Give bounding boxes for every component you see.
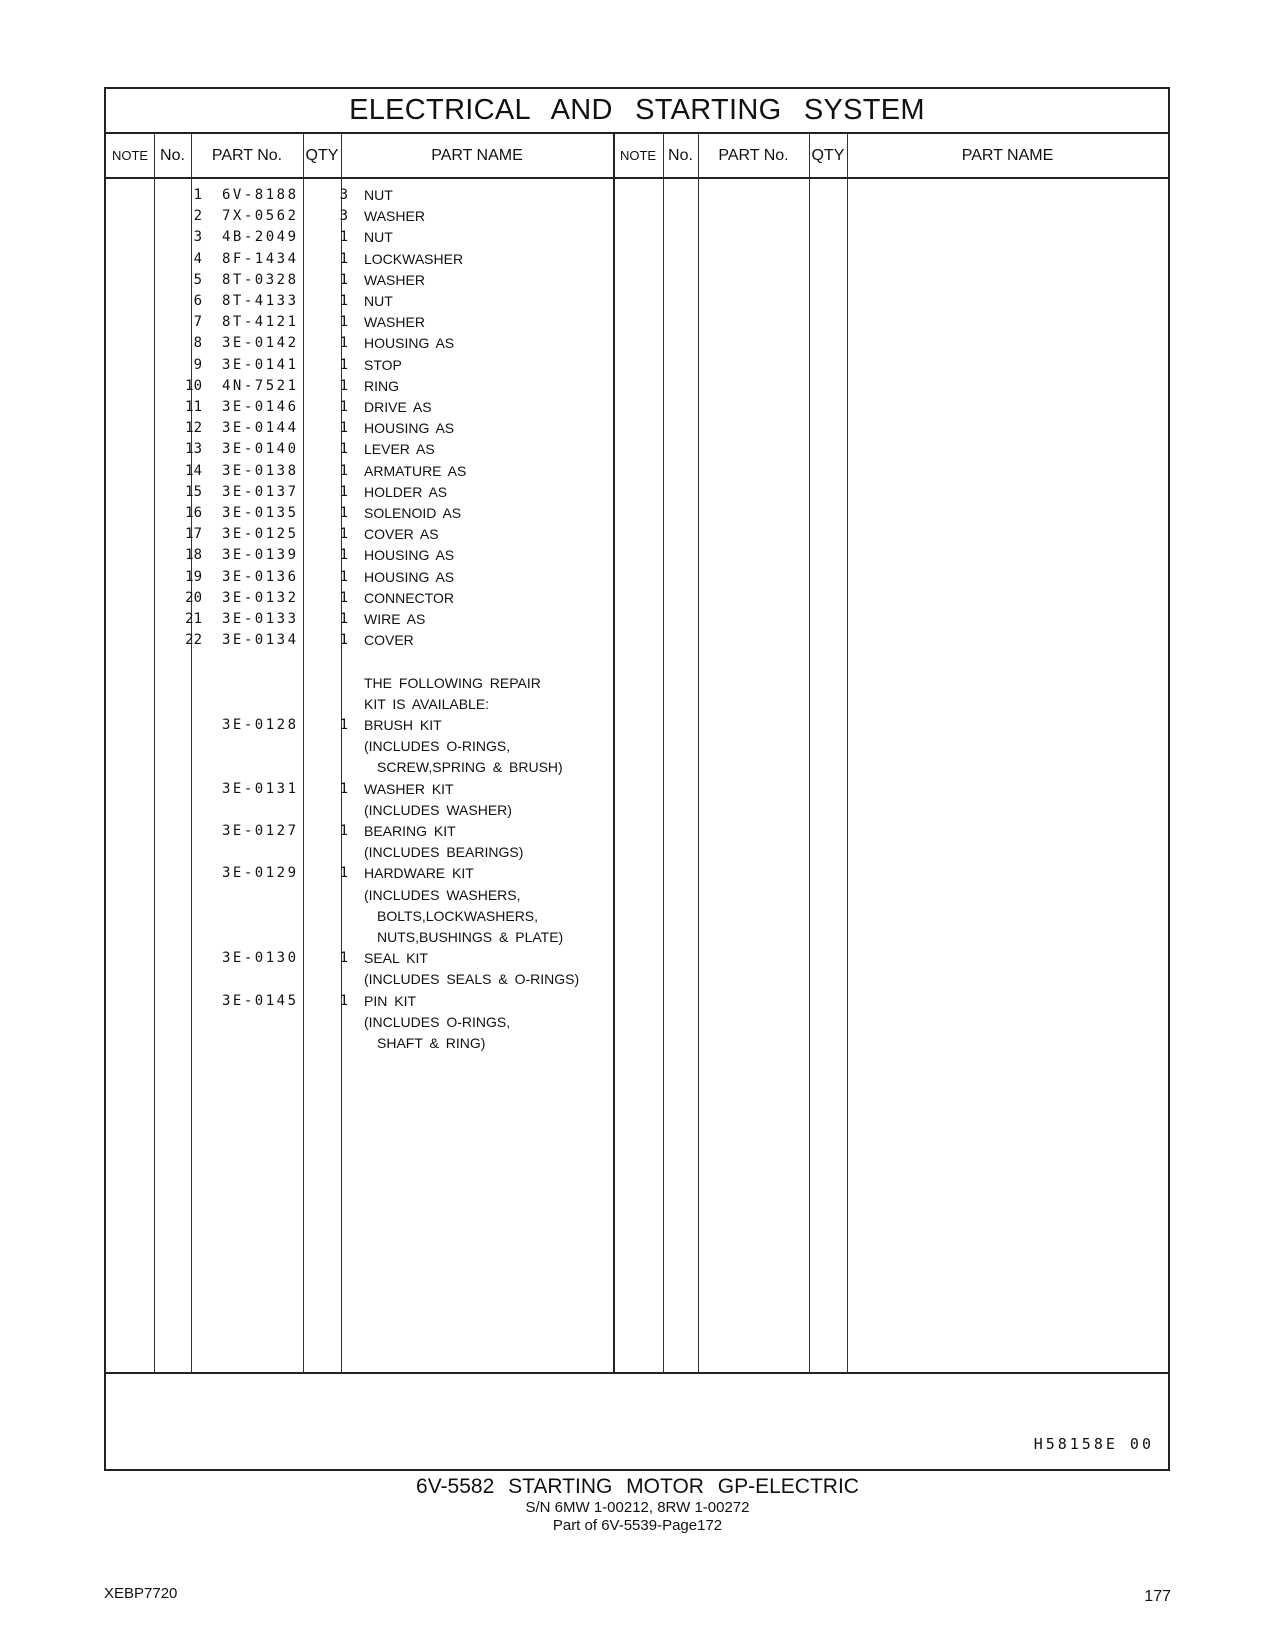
caption-serial: S/N 6MW 1-00212, 8RW 1-00272: [525, 1499, 750, 1516]
quantity: 1: [339, 547, 348, 564]
header-qty-right: QTY: [811, 146, 845, 164]
part-name: SOLENOID AS: [364, 505, 462, 521]
kit-description-line: [106, 802, 613, 822]
quantity: 1: [339, 377, 348, 394]
table-row: [106, 251, 613, 271]
kit-description: BOLTS,LOCKWASHERS,: [377, 907, 539, 924]
part-number: 3E-0142: [222, 335, 299, 352]
header-no-left: No.: [160, 146, 185, 164]
kit-row: [106, 823, 613, 843]
item-number: 3: [193, 229, 202, 246]
kit-name: SEAL KIT: [364, 950, 428, 967]
part-number: 4B-2049: [222, 229, 299, 246]
kit-part-number: 3E-0131: [222, 780, 299, 797]
kit-row: [106, 993, 613, 1013]
part-name: WASHER: [364, 271, 425, 288]
quantity: 1: [339, 399, 348, 415]
kit-description-line: [106, 738, 613, 758]
item-number: 18: [185, 547, 202, 564]
part-name: LOCKWASHER: [364, 250, 464, 267]
kit-notice-text: KIT IS AVAILABLE:: [364, 695, 490, 712]
kit-name: PIN KIT: [364, 992, 417, 1009]
kit-description: (INCLUDES WASHERS,: [364, 886, 521, 903]
item-number: 13: [185, 441, 202, 458]
part-number: 4N-7521: [222, 377, 299, 394]
kit-description-line: [106, 971, 613, 991]
caption-title: 6V-5582 STARTING MOTOR GP-ELECTRIC: [416, 1475, 859, 1498]
table-row: [106, 611, 613, 631]
kit-description-line: [106, 887, 613, 907]
kit-part-number: 3E-0129: [222, 865, 299, 882]
item-number: 17: [185, 526, 202, 543]
kit-description: SCREW,SPRING & BRUSH): [377, 759, 563, 776]
part-number: 7X-0562: [222, 208, 299, 225]
kit-description-line: [106, 929, 613, 949]
part-number: 3E-0137: [222, 483, 299, 500]
kit-quantity: 1: [339, 865, 348, 882]
part-name: COVER: [364, 632, 414, 649]
column-divider: [698, 134, 699, 1372]
part-name: NUT: [364, 229, 393, 246]
kit-quantity: 1: [339, 780, 348, 797]
quantity: 3: [339, 187, 348, 203]
header-part-name-left: PART NAME: [431, 146, 523, 164]
column-divider: [663, 134, 664, 1372]
part-number: 6V-8188: [222, 187, 299, 203]
part-number: 8T-4121: [222, 314, 299, 331]
kit-quantity: 1: [339, 950, 348, 967]
kit-name: BEARING KIT: [364, 823, 456, 839]
quantity: 1: [339, 483, 348, 500]
table-row: [106, 632, 613, 652]
part-name: ARMATURE AS: [364, 462, 467, 479]
item-number: 16: [185, 505, 202, 521]
table-row: [106, 208, 613, 228]
part-name: STOP: [364, 356, 402, 373]
part-number: 8F-1434: [222, 250, 299, 267]
quantity: 1: [339, 335, 348, 352]
part-number: 3E-0125: [222, 526, 299, 543]
table-row: [106, 484, 613, 504]
kit-notice-text: THE FOLLOWING REPAIR: [364, 674, 541, 691]
item-number: 7: [193, 314, 202, 331]
table-row: [106, 590, 613, 610]
part-name: DRIVE AS: [364, 399, 432, 415]
table-row: [106, 420, 613, 440]
footer-divider: [106, 1372, 1168, 1374]
kit-row: [106, 781, 613, 801]
drawing-code: H58158E 00: [1033, 1435, 1154, 1453]
kit-description: SHAFT & RING): [377, 1035, 486, 1051]
table-row: [106, 187, 613, 207]
kit-part-number: 3E-0127: [222, 823, 299, 839]
kit-description: (INCLUDES WASHER): [364, 801, 512, 818]
table-row: [106, 272, 613, 292]
quantity: 1: [339, 611, 348, 627]
part-number: 3E-0132: [222, 589, 299, 606]
part-name: HOLDER AS: [364, 483, 448, 500]
table-row: [106, 293, 613, 313]
item-number: 4: [193, 250, 202, 267]
kit-description-line: [106, 908, 613, 928]
part-number: 3E-0144: [222, 420, 299, 437]
item-number: 12: [185, 420, 202, 437]
table-row: [106, 526, 613, 546]
header-note-left: NOTE: [111, 148, 149, 163]
part-name: NUT: [364, 187, 393, 203]
header-qty-left: QTY: [305, 146, 339, 164]
parts-table-frame: [104, 87, 1170, 1471]
part-number: 3E-0146: [222, 399, 299, 415]
kit-row: [106, 717, 613, 737]
part-number: 3E-0140: [222, 441, 299, 458]
kit-description: NUTS,BUSHINGS & PLATE): [377, 929, 564, 945]
part-name: WIRE AS: [364, 611, 426, 627]
quantity: 1: [339, 229, 348, 246]
part-number: 3E-0139: [222, 547, 299, 564]
header-no-right: No.: [668, 146, 693, 164]
part-name: COVER AS: [364, 526, 439, 543]
part-number: 3E-0138: [222, 462, 299, 479]
part-name: CONNECTOR: [364, 589, 454, 606]
part-name: HOUSING AS: [364, 335, 455, 352]
header-part-no-left: PART No.: [211, 146, 283, 164]
header-part-no-right: PART No.: [718, 146, 789, 164]
kit-part-number: 3E-0130: [222, 950, 299, 967]
kit-description-line: [106, 1035, 613, 1055]
item-number: 20: [185, 589, 202, 606]
item-number: 19: [185, 568, 202, 585]
part-number: 3E-0135: [222, 505, 299, 521]
quantity: 1: [339, 293, 348, 309]
part-name: HOUSING AS: [364, 547, 455, 564]
kit-description-line: [106, 1014, 613, 1034]
kit-part-number: 3E-0128: [222, 717, 299, 733]
quantity: 1: [339, 462, 348, 479]
item-number: 9: [193, 356, 202, 373]
part-name: RING: [364, 377, 399, 394]
part-number: 3E-0133: [222, 611, 299, 627]
kit-row: [106, 865, 613, 885]
part-name: NUT: [364, 293, 393, 309]
table-row: [106, 399, 613, 419]
quantity: 1: [339, 632, 348, 649]
kit-description-line: [106, 759, 613, 779]
kit-description: (INCLUDES O-RINGS,: [364, 738, 511, 755]
item-number: 14: [185, 462, 202, 479]
kit-name: HARDWARE KIT: [364, 865, 474, 882]
part-name: LEVER AS: [364, 441, 435, 458]
table-row: [106, 463, 613, 483]
part-number: 3E-0136: [222, 568, 299, 585]
kit-description: (INCLUDES O-RINGS,: [364, 1013, 511, 1030]
kit-description: (INCLUDES SEALS & O-RINGS): [364, 971, 580, 988]
part-name: WASHER: [364, 314, 425, 331]
table-row: [106, 505, 613, 525]
part-number: 8T-0328: [222, 271, 299, 288]
kit-description: (INCLUDES BEARINGS): [364, 844, 524, 861]
item-number: 21: [185, 611, 202, 627]
column-divider: [847, 134, 848, 1372]
quantity: 1: [339, 441, 348, 458]
part-name: HOUSING AS: [364, 420, 455, 437]
part-number: 3E-0141: [222, 356, 299, 373]
item-number: 6: [193, 293, 202, 309]
table-row: [106, 441, 613, 461]
quantity: 1: [339, 589, 348, 606]
table-row: [106, 335, 613, 355]
table-row: [106, 314, 613, 334]
quantity: 1: [339, 568, 348, 585]
title-row: [106, 89, 1168, 134]
part-number: 8T-4133: [222, 293, 299, 309]
kit-name: WASHER KIT: [364, 780, 454, 797]
table-row: [106, 378, 613, 398]
item-number: 8: [193, 335, 202, 352]
quantity: 1: [339, 271, 348, 288]
caption: [0, 1475, 1275, 1535]
quantity: 1: [339, 505, 348, 521]
item-number: 15: [185, 483, 202, 500]
table-row: [106, 569, 613, 589]
column-divider: [809, 134, 810, 1372]
item-number: 1: [193, 187, 202, 203]
part-name: HOUSING AS: [364, 568, 455, 585]
item-number: 10: [185, 377, 202, 394]
header-note-right: NOTE: [619, 148, 657, 163]
kit-notice-line: [106, 696, 613, 716]
document-code: XEBP7720: [104, 1585, 178, 1602]
center-divider: [613, 134, 615, 1372]
table-row: [106, 547, 613, 567]
kit-row: [106, 950, 613, 970]
kit-part-number: 3E-0145: [222, 992, 299, 1009]
part-name: WASHER: [364, 208, 425, 225]
quantity: 1: [339, 314, 348, 331]
kit-description-line: [106, 844, 613, 864]
item-number: 2: [193, 208, 202, 225]
header-part-name-right: PART NAME: [961, 146, 1054, 164]
item-number: 5: [193, 271, 202, 288]
caption-part-of: Part of 6V-5539-Page172: [552, 1517, 723, 1534]
column-header-row: [106, 134, 1168, 179]
kit-quantity: 1: [339, 823, 348, 839]
item-number: 11: [185, 399, 202, 415]
table-row: [106, 229, 613, 249]
kit-notice-line: [106, 675, 613, 695]
page-title: ELECTRICAL AND STARTING SYSTEM: [349, 94, 925, 126]
kit-name: BRUSH KIT: [364, 717, 442, 733]
kit-quantity: 1: [339, 717, 348, 733]
kit-quantity: 1: [339, 992, 348, 1009]
quantity: 1: [339, 526, 348, 543]
quantity: 1: [339, 356, 348, 373]
part-number: 3E-0134: [222, 632, 299, 649]
quantity: 1: [339, 250, 348, 267]
quantity: 1: [339, 420, 348, 437]
table-row: [106, 357, 613, 377]
quantity: 3: [339, 208, 348, 225]
item-number: 22: [185, 632, 202, 649]
page-number: 177: [1144, 1588, 1171, 1605]
